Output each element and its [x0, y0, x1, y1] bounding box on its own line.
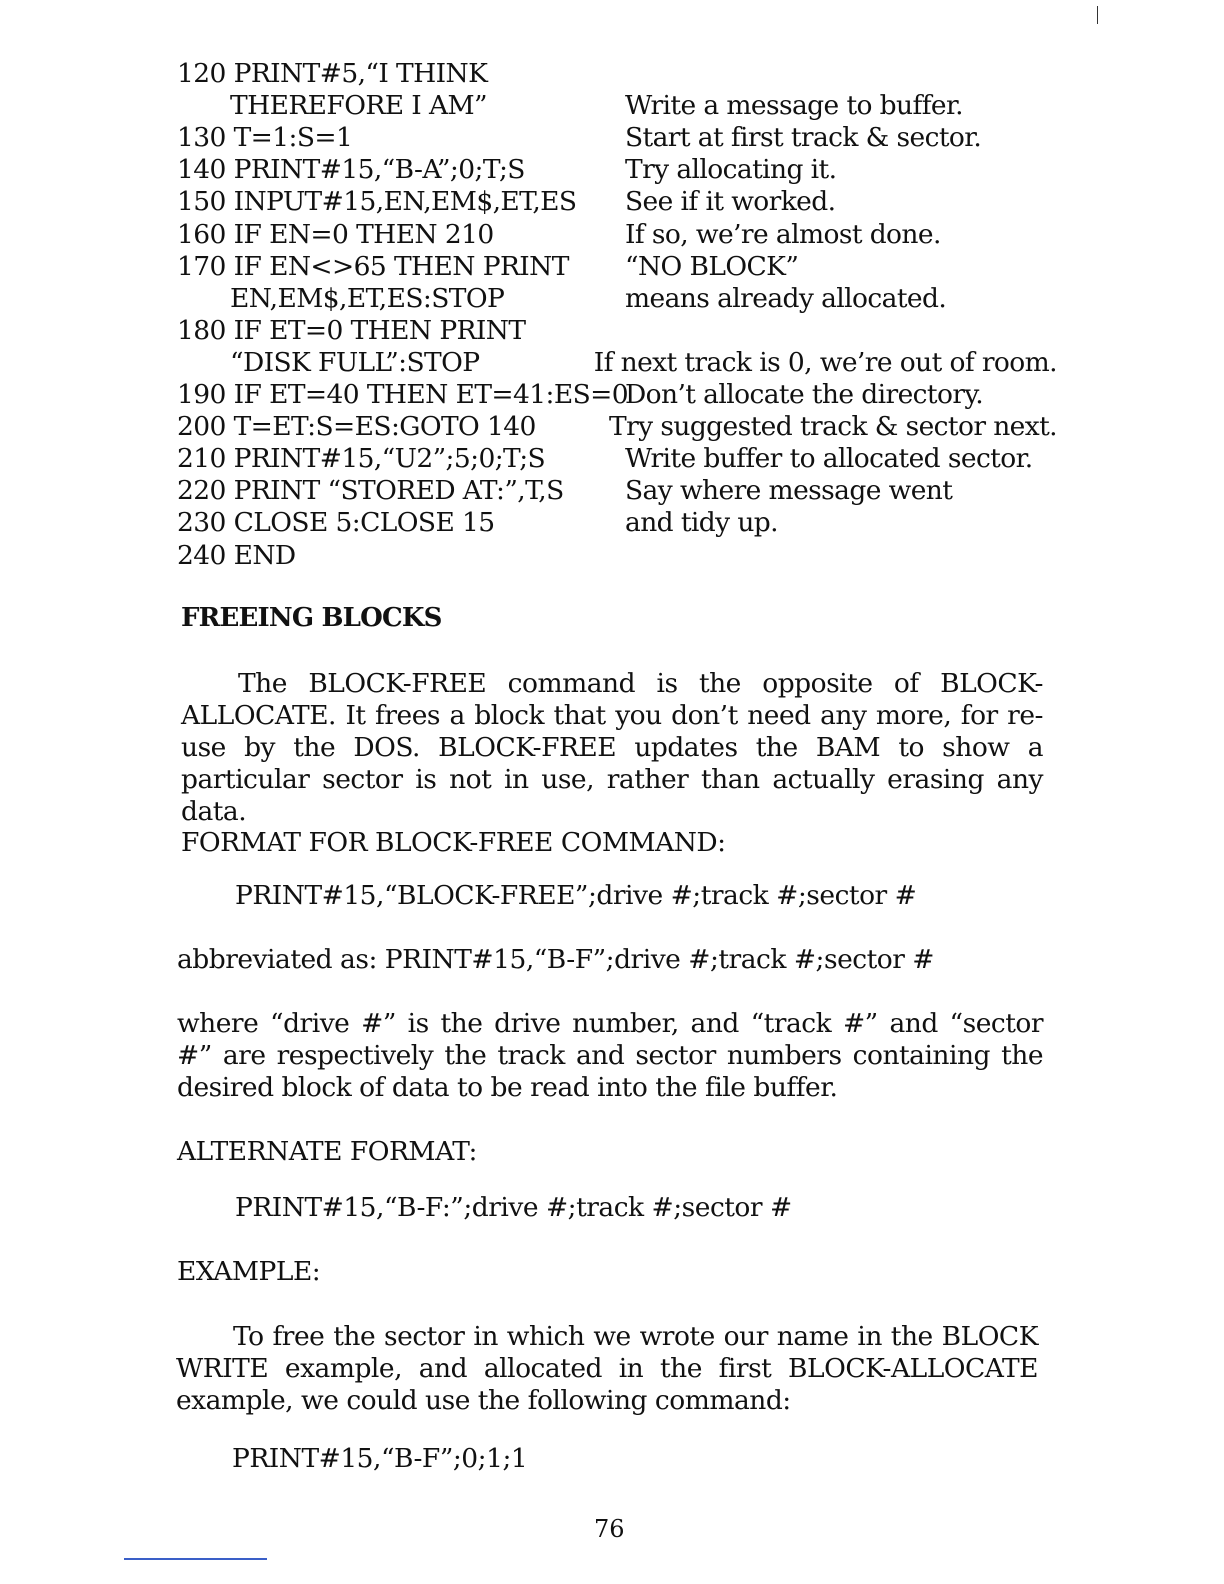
- code-line: 220 PRINT “STORED AT:”,T,S: [177, 475, 564, 507]
- code-row: [177, 186, 1057, 218]
- code-row: [177, 283, 1057, 315]
- code-comment: and tidy up.: [625, 507, 778, 539]
- code-comment: Try suggested track & sector next.: [609, 411, 1057, 443]
- code-row: [177, 539, 1057, 571]
- format-label: FORMAT FOR BLOCK-FREE COMMAND:: [181, 827, 726, 858]
- code-comment: If next track is 0, we’re out of room.: [593, 346, 1057, 378]
- code-comment: Start at first track & sector.: [625, 122, 982, 154]
- code-comment: “NO BLOCK”: [625, 250, 799, 282]
- code-line: EN,EM$,ET,ES:STOP: [230, 282, 505, 314]
- code-comment: See if it worked.: [625, 186, 836, 218]
- code-row: [177, 251, 1057, 283]
- section-heading: FREEING BLOCKS: [181, 603, 442, 633]
- example-label: EXAMPLE:: [177, 1256, 321, 1287]
- code-line: 230 CLOSE 5:CLOSE 15: [177, 507, 495, 539]
- code-line: 210 PRINT#15,“U2”;5;0;T;S: [177, 443, 546, 475]
- code-line: 150 INPUT#15,EN,EM$,ET,ES: [177, 186, 577, 218]
- code-row: [177, 122, 1057, 154]
- where-paragraph: where “drive #” is the drive number, and “track #” and “sector #” are respectively the track and sector numbers containing the desired block of data to be read into the file buffer.: [177, 1008, 1043, 1103]
- intro-paragraph-text: The BLOCK-FREE command is the opposite of BLOCK-ALLOCATE. It frees a block that you don’t need any more, for re-use by the DOS. BLOCK-FREE updates the BAM to show a particular sector is not in use, rather than actually erasing any data.: [181, 668, 1043, 827]
- example-paragraph: [176, 1321, 1038, 1417]
- code-line: 240 END: [177, 539, 296, 571]
- code-line: “DISK FULL”:STOP: [230, 346, 480, 378]
- code-row: [177, 315, 1057, 347]
- code-line: 200 T=ET:S=ES:GOTO 140: [177, 411, 536, 443]
- code-row: [177, 90, 1057, 122]
- code-line: 180 IF ET=0 THEN PRINT: [177, 314, 526, 346]
- code-comment: Say where message went: [625, 475, 953, 507]
- code-line: 140 PRINT#15,“B-A”;0;T;S: [177, 154, 525, 186]
- alternate-command: PRINT#15,“B-F:”;drive #;track #;sector #: [235, 1192, 792, 1223]
- code-row: [177, 443, 1057, 475]
- code-line: 170 IF EN<>65 THEN PRINT: [177, 250, 569, 282]
- code-line: 120 PRINT#5,“I THINK: [177, 58, 488, 90]
- scan-edge-line: [124, 1558, 267, 1560]
- code-row: [177, 218, 1057, 250]
- code-comment: Write a message to buffer.: [625, 90, 963, 122]
- code-row: [177, 379, 1057, 411]
- alternate-label: ALTERNATE FORMAT:: [177, 1136, 477, 1167]
- code-comment: Write buffer to allocated sector.: [625, 443, 1033, 475]
- code-line: 130 T=1:S=1: [177, 122, 353, 154]
- code-line: 160 IF EN=0 THEN 210: [177, 218, 494, 250]
- format-command: PRINT#15,“BLOCK-FREE”;drive #;track #;sector #: [235, 880, 917, 911]
- code-comment: If so, we’re almost done.: [625, 218, 941, 250]
- code-line: THEREFORE I AM”: [230, 90, 487, 122]
- code-row: [177, 58, 1057, 90]
- code-row: [177, 154, 1057, 186]
- scan-mark: [1097, 6, 1098, 24]
- code-line: 190 IF ET=40 THEN ET=41:ES=0: [177, 379, 629, 411]
- code-row: [177, 411, 1057, 443]
- example-command: PRINT#15,“B-F”;0;1;1: [232, 1443, 528, 1474]
- code-comment: Don’t allocate the directory.: [625, 379, 984, 411]
- example-paragraph-text: To free the sector in which we wrote our name in the BLOCK WRITE example, and allocated in the first BLOCK-ALLOCATE example, we could use the following command:: [176, 1321, 1038, 1416]
- code-row: [177, 347, 1057, 379]
- code-row: [177, 507, 1057, 539]
- intro-paragraph: [181, 668, 1043, 828]
- page-number: 76: [594, 1515, 625, 1543]
- abbreviated-line: abbreviated as: PRINT#15,“B-F”;drive #;track #;sector #: [177, 944, 934, 975]
- code-listing: [177, 58, 1057, 572]
- code-comment: Try allocating it.: [625, 154, 837, 186]
- code-row: [177, 475, 1057, 507]
- code-comment: means already allocated.: [625, 282, 947, 314]
